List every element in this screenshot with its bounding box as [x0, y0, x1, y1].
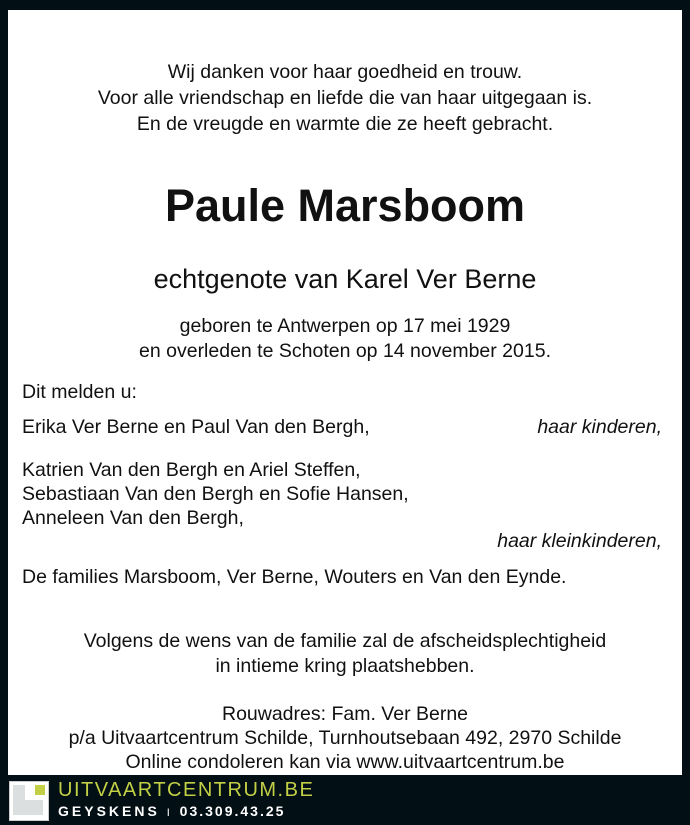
grandchild-line: Sebastiaan Van den Bergh en Sofie Hansen, [22, 483, 409, 505]
phone-number: 03.309.43.25 [179, 803, 286, 819]
children-line: Erika Ver Berne en Paul Van den Bergh, [22, 416, 370, 438]
spouse-line: echtgenote van Karel Ver Berne [153, 264, 537, 294]
families-line: De families Marsboom, Ver Berne, Wouters en Van den Eynde. [22, 566, 567, 588]
death-notice [8, 10, 682, 775]
logo-icon [9, 781, 49, 821]
grandchild-line: Anneleen Van den Bergh, [22, 507, 244, 529]
grandchildren-label: haar kleinkinderen, [497, 530, 662, 552]
children-label: haar kinderen, [537, 416, 662, 438]
separator: I [166, 807, 173, 819]
deceased-name: Paule Marsboom [164, 180, 526, 231]
grandchild-line: Katrien Van den Bergh en Ariel Steffen, [22, 459, 361, 481]
intro-line: Wij danken voor haar goedheid en trouw. [167, 61, 523, 83]
intro-line: En de vreugde en warmte die ze heeft gebracht. [136, 113, 554, 135]
footer-banner [0, 775, 690, 825]
ceremony-line: in intieme kring plaatshebben. [215, 655, 475, 677]
birth-line: geboren te Antwerpen op 17 mei 1929 [179, 315, 511, 337]
announce: Dit melden u: [22, 381, 137, 403]
funeral-home-name: GEYSKENS [58, 803, 160, 819]
intro-line: Voor alle vriendschap en liefde die van haar uitgegaan is. [97, 87, 593, 109]
address-line: p/a Uitvaartcentrum Schilde, Turnhoutsebaan 492, 2970 Schilde [68, 727, 622, 749]
online-condolence-line: Online condoleren kan via www.uitvaartcentrum.be [125, 751, 565, 773]
brand-name: UITVAARTCENTRUM.BE [58, 779, 315, 801]
address-line: Rouwadres: Fam. Ver Berne [221, 703, 469, 725]
funeral-home-contact [58, 803, 285, 819]
death-line: en overleden te Schoten op 14 november 2015. [139, 340, 551, 362]
ceremony-line: Volgens de wens van de familie zal de afscheidsplechtigheid [83, 630, 607, 652]
